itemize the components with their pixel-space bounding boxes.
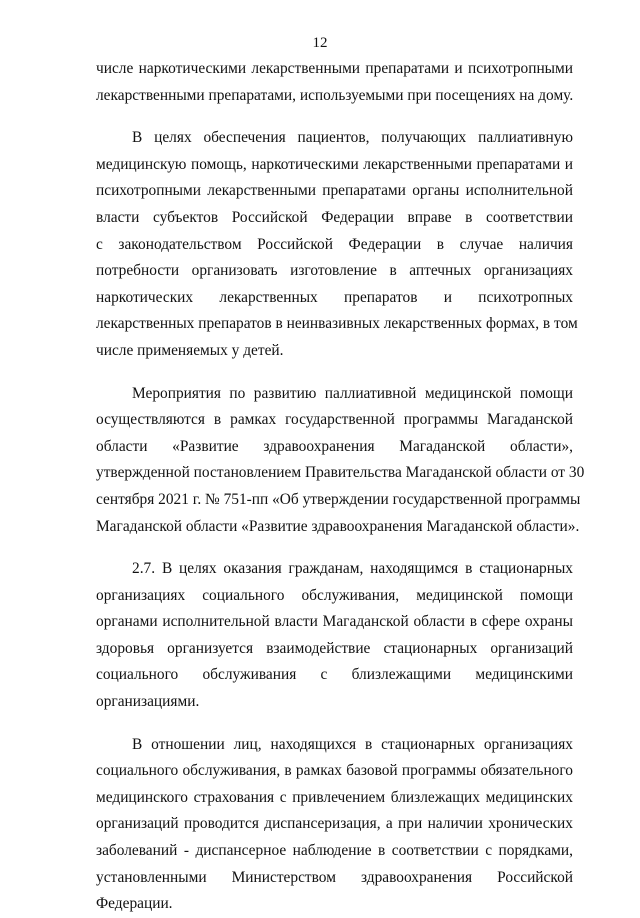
text-line: власти субъектов Российской Федерации вправе в соответствии	[96, 208, 573, 226]
text-line: организаций проводится диспансеризация, а при наличии хронических	[96, 815, 573, 833]
text-line: социального обслуживания с близлежащими медицинскими	[96, 666, 573, 684]
paragraph	[96, 125, 578, 364]
text-line: организациях социального обслуживания, медицинской помощи	[96, 586, 573, 604]
paragraph	[96, 381, 585, 541]
text-line: психотропными лекарственными препаратами органы исполнительной	[96, 182, 573, 200]
text-line: социального обслуживания, в рамках базовой программы обязательного	[96, 762, 573, 780]
text-line: лекарственных препаратов в неинвазивных лекарственных формах, в том	[96, 315, 578, 333]
text-line: области «Развитие здравоохранения Магаданской области»,	[96, 437, 573, 455]
text-line: В целях обеспечения пациентов, получающих паллиативную	[132, 129, 573, 147]
text-line: медицинскую помощь, наркотическими лекарственными препаратами и	[96, 155, 573, 173]
text-line: наркотических лекарственных препаратов и психотропных	[96, 288, 573, 306]
text-line: с законодательством Российской Федерации в случае наличия	[96, 235, 573, 253]
text-line: В отношении лиц, находящихся в стационарных организациях	[132, 735, 573, 753]
text-line: медицинского страхования с привлечением близлежащих медицинских	[96, 788, 573, 806]
text-line: органами исполнительной власти Магаданской области в сфере охраны	[96, 613, 573, 631]
text-line: числе наркотическими лекарственными препаратами и психотропными	[96, 60, 573, 77]
page-number: 12	[312, 35, 328, 51]
paragraph	[96, 56, 573, 109]
text-line: 2.7. В целях оказания гражданам, находящимся в стационарных	[132, 560, 573, 578]
text-line: Мероприятия по развитию паллиативной медицинской помощи	[132, 384, 573, 402]
text-line: организациями.	[96, 693, 200, 711]
document-body	[96, 56, 585, 918]
text-line: Федерации.	[96, 895, 173, 913]
text-line: Магаданской области «Развитие здравоохранения Магаданской области».	[96, 517, 580, 535]
text-line: осуществляются в рамках государственной программы Магаданской	[96, 411, 573, 429]
text-line: лекарственными препаратами, используемыми при посещениях на дому.	[96, 86, 574, 104]
text-line: потребности организовать изготовление в аптечных организациях	[96, 262, 573, 280]
text-line: установленными Министерством здравоохранения Российской	[96, 868, 573, 886]
paragraph	[96, 556, 573, 716]
text-line: числе применяемых у детей.	[96, 341, 284, 359]
text-line: сентября 2021 г. № 751-пп «Об утверждении государственной программы	[96, 490, 581, 508]
paragraph	[96, 732, 573, 918]
text-line: заболеваний - диспансерное наблюдение в соответствии с порядками,	[96, 842, 573, 860]
text-line: утвержденной постановлением Правительства Магаданской области от 30	[96, 464, 585, 482]
text-line: здоровья организуется взаимодействие стационарных организаций	[96, 639, 573, 657]
